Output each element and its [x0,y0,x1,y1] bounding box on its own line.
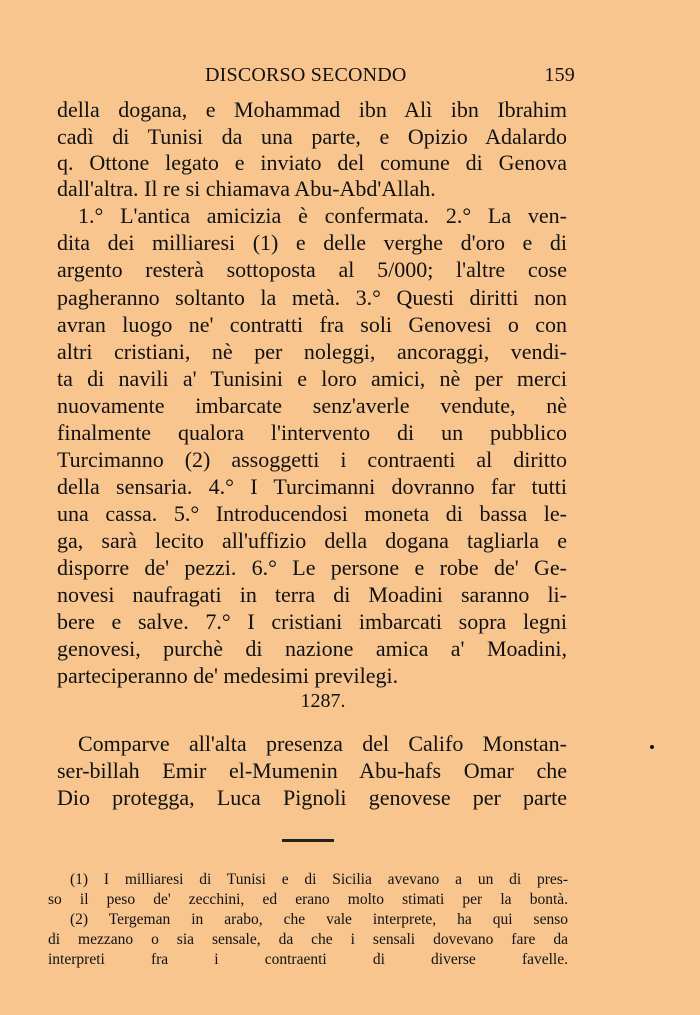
body-line: altri cristiani, nè per noleggi, ancoraggi, vendi- [57,339,567,364]
running-head-title: DISCORSO SECONDO [205,64,407,86]
page-number: 159 [544,64,575,86]
body-line: nuovamente imbarcate senz'averle vendute, nè [57,393,567,418]
footnote-line: (2) Tergeman in arabo, che vale interprete, ha qui senso [70,911,568,928]
body-line: Dio protegga, Luca Pignoli genovese per parte [57,785,567,810]
body-line: una cassa. 5.° Introducendosi moneta di bassa le- [57,501,567,526]
body-line: ta di navili a' Tunisini e loro amici, nè per merci [57,366,567,391]
body-line: disporre de' pezzi. 6.° Le persone e robe de' Ge- [57,555,567,580]
body-line: della dogana, e Mohammad ibn Alì ibn Ibrahim [57,97,567,122]
body-line: ga, sarà lecito all'uffizio della dogana tagliarla e [57,528,567,553]
footnote-separator [282,839,334,842]
body-line: genovesi, purchè di nazione amica a' Moadini, [57,636,567,661]
body-line: avran luogo ne' contratti fra soli Genovesi o con [57,312,567,337]
footnote-line: di mezzano o sia sensale, da che i sensali dovevano fare da [48,931,568,948]
section-year: 1287. [300,690,346,712]
running-head [205,60,575,94]
body-line: argento resterà sottoposta al 5/000; l'altre cose [57,257,567,282]
body-line: q. Ottone legato e inviato del comune di Genova [57,150,567,175]
body-line: novesi naufragati in terra di Moadini saranno li- [57,582,567,607]
body-line: della sensaria. 4.° I Turcimanni dovranno far tutti [57,474,567,499]
body-line: ser-billah Emir el-Mumenin Abu-hafs Omar che [57,758,567,783]
ink-speck [650,745,654,749]
body-line: 1.° L'antica amicizia è confermata. 2.° La ven- [78,203,567,228]
footnote-line: interpreti fra i contraenti di diverse favelle. [48,951,568,968]
body-line: dall'altra. Il re si chiamava Abu-Abd'Allah. [57,176,436,201]
body-line: dita dei milliaresi (1) e delle verghe d'oro e di [57,230,567,255]
body-line: bere e salve. 7.° I cristiani imbarcati sopra legni [57,609,567,634]
body-line: Turcimanno (2) assoggetti i contraenti al diritto [57,447,567,472]
body-line: parteciperanno de' medesimi previlegi. [57,663,399,688]
body-line: Comparve all'alta presenza del Califo Monstan- [78,731,567,756]
footnote-line: so il peso de' zecchini, ed erano molto stimati per la bontà. [48,891,568,908]
footnote-line: (1) I milliaresi di Tunisi e di Sicilia avevano a un di pres- [70,871,568,888]
body-line: pagheranno soltanto la metà. 3.° Questi diritti non [57,285,567,310]
body-line: finalmente qualora l'intervento di un pubblico [57,420,567,445]
body-line: cadì di Tunisi da una parte, e Opizio Adalardo [57,124,567,149]
